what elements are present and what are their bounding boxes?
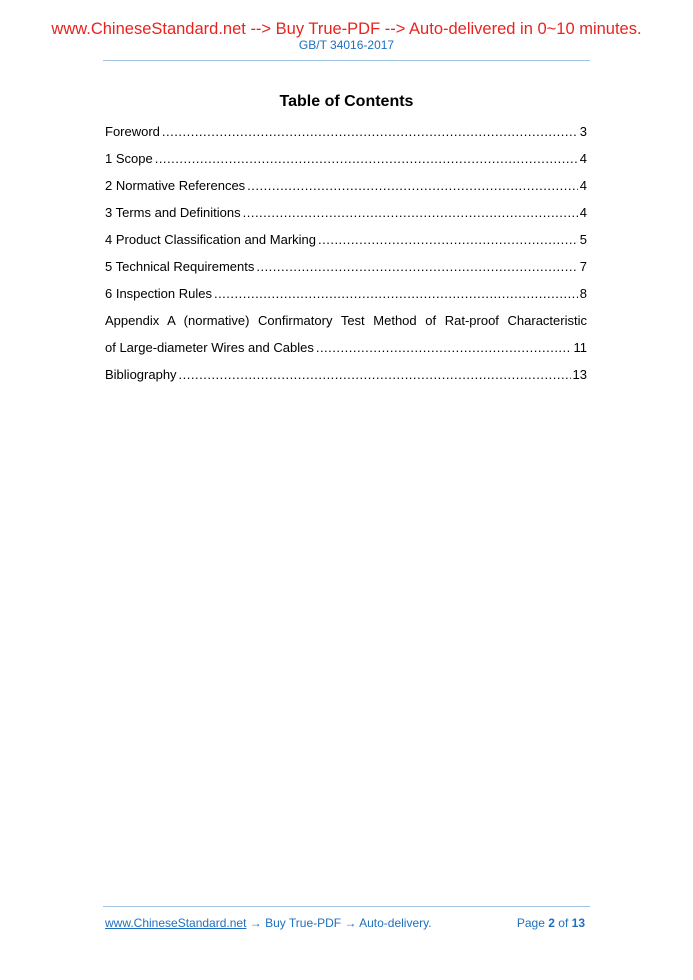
toc-entry-page: 13 <box>572 367 587 382</box>
standard-code: GB/T 34016-2017 <box>298 38 395 52</box>
toc-entry-technical-requirements[interactable] <box>105 253 587 280</box>
toc-entry-label: 6 Inspection Rules <box>105 286 212 301</box>
toc-entry-page: 4 <box>579 151 587 166</box>
toc-title: Table of Contents <box>279 93 414 110</box>
footer-promo <box>105 915 432 931</box>
footer-site-link[interactable]: www.ChineseStandard.net <box>105 916 247 930</box>
page-label: Page <box>516 916 545 930</box>
page-total: 13 <box>571 916 585 930</box>
toc-entry-label: 2 Normative References <box>105 178 246 193</box>
toc-entry-label: Bibliography <box>105 367 177 382</box>
toc-leader <box>316 334 572 361</box>
toc-entry-page: 11 <box>573 340 587 355</box>
toc-leader <box>243 199 578 226</box>
toc-entry-terms-definitions[interactable] <box>105 199 587 226</box>
toc-entry-bibliography[interactable] <box>105 361 587 388</box>
header-divider <box>103 60 590 61</box>
toc-entry-label: 5 Technical Requirements <box>105 259 255 274</box>
toc-entry-label: 1 Scope <box>105 151 153 166</box>
toc-leader <box>247 172 578 199</box>
footer-divider <box>103 906 590 907</box>
toc-entry-inspection-rules[interactable] <box>105 280 587 307</box>
page-indicator <box>517 915 585 931</box>
toc-entry-appendix-a[interactable] <box>105 334 587 361</box>
toc-entry-label: 3 Terms and Definitions <box>105 205 241 220</box>
toc-entry-appendix-a-line1[interactable]: Appendix A (normative) Confirmatory Test Method of Rat-proof Characteristic <box>105 313 587 328</box>
toc-entry-page: 3 <box>579 124 587 139</box>
toc-entry-page: 7 <box>579 259 587 274</box>
toc-entry-scope[interactable] <box>105 145 587 172</box>
toc-leader <box>214 280 578 307</box>
toc-entry-page: 5 <box>579 232 587 247</box>
toc-leader <box>155 145 578 172</box>
toc-entry-foreword[interactable] <box>105 118 587 145</box>
toc-leader <box>179 361 571 388</box>
toc-list <box>105 118 587 388</box>
footer-promo-text: → Buy True-PDF → Auto-delivery. <box>246 916 432 930</box>
toc-entry-page: 4 <box>579 205 587 220</box>
page-footer <box>105 915 585 931</box>
toc-entry-classification-marking[interactable] <box>105 226 587 253</box>
toc-leader <box>162 118 578 145</box>
toc-entry-label: Foreword <box>105 124 160 139</box>
toc-entry-label: 4 Product Classification and Marking <box>105 232 316 247</box>
page-current: 2 <box>548 916 555 930</box>
toc-leader <box>256 253 577 280</box>
promo-banner[interactable]: www.ChineseStandard.net --> Buy True-PDF --> Auto-delivered in 0~10 minutes. <box>51 20 642 38</box>
toc-entry-page: 8 <box>579 286 587 301</box>
toc-entry-label: of Large-diameter Wires and Cables <box>105 340 314 355</box>
page-of-label: of <box>558 916 569 930</box>
toc-entry-normative-references[interactable] <box>105 172 587 199</box>
toc-leader <box>318 226 578 253</box>
toc-entry-page: 4 <box>579 178 587 193</box>
